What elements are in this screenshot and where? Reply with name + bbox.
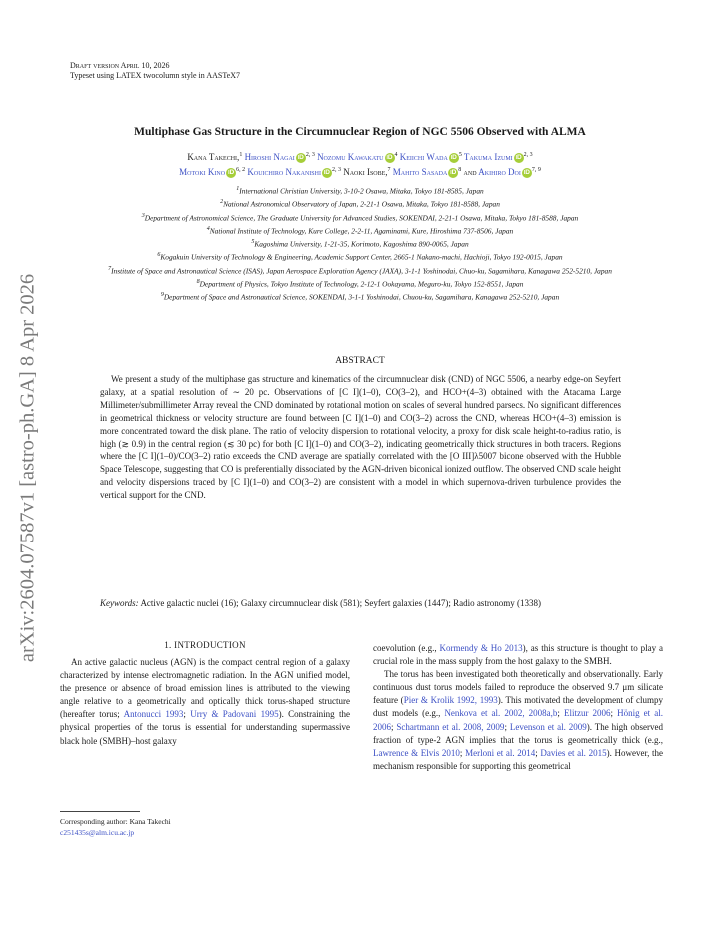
orcid-icon[interactable]: iD [386, 154, 393, 161]
footnote-rule [60, 811, 140, 812]
author-and: and [463, 167, 477, 177]
citation-link[interactable]: Pier & Krolik 1992, 1993 [403, 695, 498, 706]
email-link[interactable]: c251435s@alm.icu.ac.jp [60, 828, 135, 837]
orcid-icon[interactable]: iD [228, 169, 235, 176]
orcid-icon[interactable]: iD [450, 169, 457, 176]
orcid-icon[interactable]: iD [523, 169, 530, 176]
paper-title: Multiphase Gas Structure in the Circumnuclear Region of NGC 5506 Observed with ALMA [134, 126, 586, 138]
author-link[interactable]: Hiroshi Nagai [244, 152, 295, 162]
affiliation: $^5$Kagoshima University, 1-21-35, Korimoto, Kagoshima 890-0065, Japan [251, 239, 469, 249]
affiliation: $^9$Department of Space and Astronautical Science, SOKENDAI, 3-1-1 Yoshinodai, Chuou-ku, Sagamihara, Kanagawa 252-5210, Japan [160, 292, 560, 302]
author-link[interactable]: Nozomu Kawakatu [317, 152, 384, 162]
arxiv-id: arXiv:2604.07587v1 [astro-ph.GA] 8 Apr 2026 [16, 273, 39, 663]
affiliation: $^6$Kogakuin University of Technology & Engineering, Academic Support Center, 2665-1 Nakano-machi, Hachioji, Tokyo 192-0015, Japan [157, 252, 563, 262]
keywords-text: Active galactic nuclei (16); Galaxy circumnuclear disk (581); Seyfert galaxies (1447); Radio astronomy (1338) [140, 598, 542, 608]
affiliation: $^2$National Astronomical Observatory of Japan, 2-21-1 Osawa, Mitaka, Tokyo 181-8588, Japan [220, 199, 500, 209]
affiliation-list [60, 184, 660, 303]
arxiv-stamp [8, 248, 48, 688]
author-list: Kana Takechi,$^1$ Hiroshi Nagai iD $^{2, 3}$ Nozomu Kawakatu iD $^4$ Keiichi Wada iD $^5$ Takuma Izumi iD $^{2, 3}$ Motoki Kino iD $^{6, 2}$ Kouichiro Nakanishi iD $^{2, 3}$ Naoki Isobe,$^7$ Mahito Sasada iD $^8$ and Akihiro Doi iD $^{7, 9}$ [179, 152, 541, 177]
author-link[interactable]: Mahito Sasada [392, 167, 448, 177]
citation-link[interactable]: Davies et al. 2015 [540, 747, 607, 758]
author-name: Kana Takechi, [187, 152, 240, 162]
citation-link[interactable]: Antonucci 1993 [123, 709, 184, 720]
keywords [100, 597, 621, 610]
paragraph: coevolution (e.g., Kormendy & Ho 2013), as this structure is thought to play a crucial role in the mass supply from the host galaxy to the SMBH. [373, 643, 663, 667]
corresponding-footer [60, 816, 171, 838]
affiliation: $^4$National Institute of Technology, Kure College, 2-2-11, Agaminami, Kure, Hiroshima 737-8506, Japan [206, 225, 514, 236]
orcid-icon[interactable]: iD [323, 169, 330, 176]
affiliation: $^1$International Christian University, 3-10-2 Osawa, Mitaka, Tokyo 181-8585, Japan [236, 186, 484, 196]
citation-link[interactable]: Merloni et al. 2014 [465, 747, 536, 758]
right-column [373, 642, 663, 773]
paragraph: The torus has been investigated both theoretically and observationally. Early continuous dust torus models failed to reproduce the observed 9.7 μm silicate feature (Pier & Krolik 1992, 1993). This motivated the development of clumpy dust models (e.g., Nenkova et al. 2002, 2008a,b; Elitzur 2006; Hönig et al. 2006; Schartmann et al. 2008, 2009; Levenson et al. 2009). The high observed fraction of type-2 AGN implies that the torus is geometrically thick (e.g., Lawrence & Elvis 2010; Merloni et al. 2014; Davies et al. 2015). However, the mechanism responsible for supporting this geometrical [373, 669, 663, 771]
left-column [60, 656, 350, 748]
corresponding-author: Corresponding author: Kana Takechi [60, 817, 171, 826]
section-heading: 1. INTRODUCTION [164, 640, 246, 650]
citation-link[interactable]: Nenkova et al. 2002, 2008a,b [444, 708, 558, 719]
citation-link[interactable]: Levenson et al. 2009 [509, 721, 587, 732]
affiliation: $^8$Department of Physics, Tokyo Institute of Technology, 2-12-1 Ookayama, Meguro-ku, Tokyo 152-8551, Japan [196, 278, 524, 289]
citation-link[interactable]: Urry & Padovani 1995 [190, 709, 279, 720]
typeset-line: Typeset using LATEX twocolumn style in AASTeX7 [70, 71, 240, 80]
keywords-label: Keywords: [100, 598, 139, 608]
orcid-icon[interactable]: iD [515, 154, 522, 161]
citation-link[interactable]: Elitzur 2006 [563, 708, 611, 719]
citation-link[interactable]: Kormendy & Ho 2013 [439, 643, 523, 653]
citation-link[interactable]: Schartmann et al. 2008, 2009 [396, 721, 505, 732]
draft-header [70, 61, 240, 81]
abstract-heading: ABSTRACT [335, 356, 385, 366]
author-link[interactable]: Keiichi Wada [399, 152, 448, 162]
orcid-icon[interactable]: iD [297, 154, 304, 161]
affiliation: $^7$Institute of Space and Astronautical Science (ISAS), Japan Aerospace Exploration Agency (JAXA), 3-1-1 Yoshinodai, Chuo-ku, Sagamihara, Kanagawa 252-5210, Japan [108, 265, 612, 276]
abstract-text: We present a study of the multiphase gas structure and kinematics of the circumnuclear disk (CND) of NGC 5506, a nearby edge-on Seyfert galaxy, at a spatial resolution of ∼ 20 pc. Observations of [C I](1–0), CO(3–2), and HCO+(4–3) obtained with the Atacama Large Millimeter/submillimeter Array reveal the CND dominated by rotational motion on scales of several hundred parsecs. No significant differences in geometrical thickness or velocity structure are found between [C I](1–0) and CO(3–2) across the CND, whereas HCO+(4–3) emission is more concentrated toward the disk plane. The ratio of velocity dispersion to rotational velocity, a proxy for disk scale height-to-radius ratio, is high (≳ 0.9) in the central region (≲ 30 pc) for both [C I](1–0) and CO(3–2), indicating geometrically thick structures in both tracers. Regions where the [C I](1–0)/CO(3–2) ratio exceeds the CND average are spatially correlated with the [O III]λ5007 bicone observed with the Hubble Space Telescope, suggesting that CO is preferentially dissociated by the AGN-driven biconical ionized outflow. The observed CND scale height and velocity dispersions traced by [C I](1–0) and CO(3–2) are consistent with a model in which supernova-driven turbulence provides the vertical support for the CND. [100, 374, 621, 501]
author-link[interactable]: Motoki Kino [179, 167, 226, 177]
author-link[interactable]: Takuma Izumi [463, 152, 513, 162]
citation-link[interactable]: Lawrence & Elvis 2010 [373, 747, 460, 758]
orcid-icon[interactable]: iD [450, 154, 457, 161]
draft-version: Draft version April 10, 2026 [70, 61, 170, 70]
author-link[interactable]: Akihiro Doi [478, 167, 521, 177]
author-link[interactable]: Kouichiro Nakanishi [247, 167, 321, 177]
paragraph: An active galactic nucleus (AGN) is the compact central region of a galaxy characterized by intense electromagnetic radiation. In the AGN unified model, the presence or absence of broad emission lines is attributed to the viewing angle relative to a geometrically and optically thick torus-shaped structure (hereafter torus; Antonucci 1993; Urry & Padovani 1995). Constraining the physical properties of the torus is essential for understanding supermassive black hole (SMBH)–host galaxy [60, 657, 350, 746]
affiliation: $^3$Department of Astronomical Science, The Graduate University for Advanced Studies, SOKENDAI, 2-21-1 Osawa, Mitaka, Tokyo 181-8588, Japan [141, 212, 579, 222]
author-name: Naoki Isobe, [343, 167, 388, 177]
citation-link[interactable]: Hönig et al. 2006 [373, 708, 663, 732]
